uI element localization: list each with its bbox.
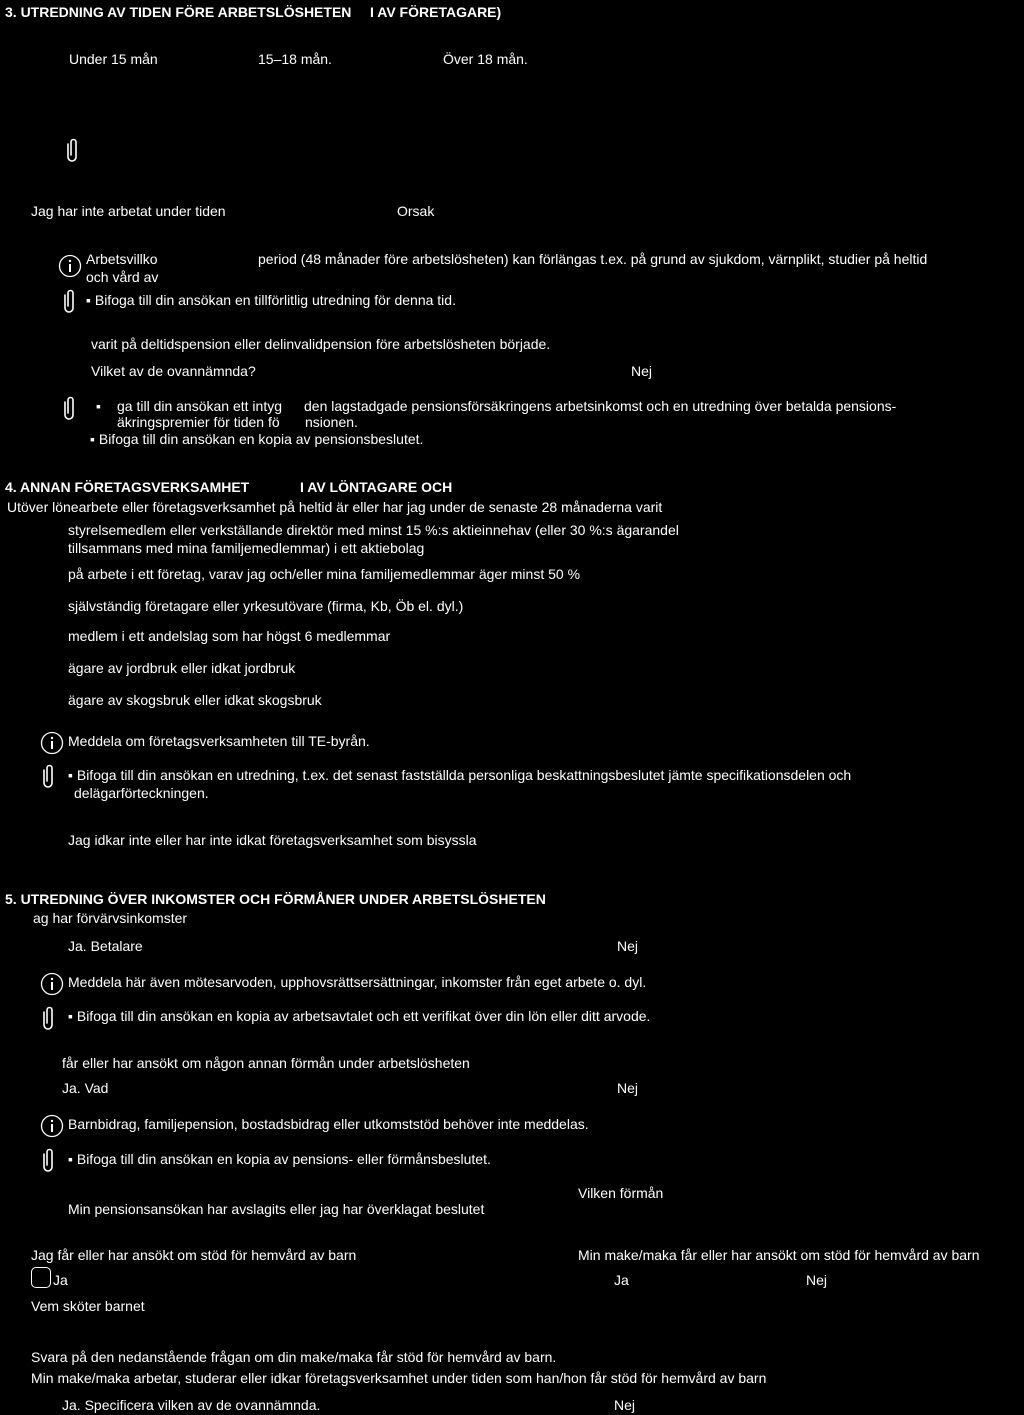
answer-instruction: Svara på den nedanstående frågan om din make/maka får stöd för hemvård av barn. bbox=[31, 1349, 557, 1365]
homecare-yes-label: Ja bbox=[53, 1272, 68, 1288]
option-board-member-b: tillsammans med mina familjemedlemmar) i ett aktiebolag bbox=[68, 540, 425, 556]
attach-certificate-a: ga till din ansökan ett intyg bbox=[117, 398, 282, 414]
bullet: ▪ bbox=[96, 398, 101, 414]
option-yes-payer[interactable]: Ja. Betalare bbox=[68, 938, 143, 954]
section3-heading-tail: I AV FÖRETAGARE) bbox=[370, 4, 502, 20]
spouse-work-question: Min make/maka arbetar, studerar eller idkar företagsverksamhet under tiden som han/hon får stöd för hemvård av barn bbox=[31, 1370, 767, 1386]
option-over-18[interactable]: Över 18 mån. bbox=[443, 51, 528, 67]
info-text-a: Arbetsvillko bbox=[86, 251, 158, 267]
option-no-spouse-work[interactable]: Nej bbox=[614, 1397, 636, 1413]
option-yes-what[interactable]: Ja. Vad bbox=[62, 1080, 109, 1096]
section4-attach-a: ▪ Bifoga till din ansökan en utredning, t.ex. det senast fastställda personliga beskattningsbeslutet jämte specifikationsdelen och bbox=[68, 767, 852, 783]
which-above-label: Vilket av de ovannämnda? bbox=[91, 363, 256, 379]
homecare-question: Jag får eller har ansökt om stöd för hemvård av barn bbox=[31, 1247, 357, 1263]
info-text-b: period (48 månader före arbetslösheten) kan förlängas t.ex. på grund av sjukdom, värnplikt, studier på heltid bbox=[258, 251, 928, 267]
paperclip-icon bbox=[62, 396, 76, 420]
option-yes-specify[interactable]: Ja. Specificera vilken av de ovannämnda. bbox=[62, 1397, 321, 1413]
section5-info-2: Barnbidrag, familjepension, bostadsbidrag eller utkomststöd behöver inte meddelas. bbox=[68, 1116, 589, 1132]
spouse-homecare-no[interactable]: Nej bbox=[806, 1272, 828, 1288]
attach-certificate-d: nsionen. bbox=[305, 414, 358, 430]
option-no-business[interactable]: Jag idkar inte eller har inte idkat företagsverksamhet som bisyssla bbox=[68, 832, 477, 848]
which-benefit-label: Vilken förmån bbox=[578, 1185, 664, 1201]
pension-line: varit på deltidspension eller delinvalidpension före arbetslösheten började. bbox=[91, 336, 551, 352]
section5-attach-1: ▪ Bifoga till din ansökan en kopia av arbetsavtalet och ett verifikat över din lön eller ditt arvode. bbox=[68, 1008, 651, 1024]
attach-reliable-report: ▪ Bifoga till din ansökan en tillförlitlig utredning för denna tid. bbox=[86, 292, 456, 308]
paperclip-icon bbox=[41, 764, 55, 788]
section3-heading: 3. UTREDNING AV TIDEN FÖRE ARBETSLÖSHETEN bbox=[5, 4, 352, 20]
no-option[interactable]: Nej bbox=[631, 363, 653, 379]
section4-intro: Utöver lönearbete eller företagsverksamhet på heltid är eller har jag under de senaste 28 månaderna varit bbox=[7, 499, 663, 515]
paperclip-icon bbox=[65, 138, 79, 162]
info-icon bbox=[40, 1114, 64, 1138]
section5-attach-2: ▪ Bifoga till din ansökan en kopia av pensions- eller förmånsbeslutet. bbox=[68, 1151, 491, 1167]
paperclip-icon bbox=[62, 289, 76, 313]
option-forestry[interactable]: ägare av skogsbruk eller idkat skogsbruk bbox=[68, 692, 322, 708]
option-self-employed[interactable]: självständig företagare eller yrkesutövare (firma, Kb, Öb el. dyl.) bbox=[68, 598, 464, 614]
attach-pension-decision: ▪ Bifoga till din ansökan en kopia av pensionsbeslutet. bbox=[90, 431, 424, 447]
option-agriculture[interactable]: ägare av jordbruk eller idkat jordbruk bbox=[68, 660, 296, 676]
option-under-15[interactable]: Under 15 mån bbox=[69, 51, 158, 67]
option-no-income[interactable]: Nej bbox=[617, 938, 639, 954]
paperclip-icon bbox=[41, 1006, 55, 1030]
income-question: ag har förvärvsinkomster bbox=[33, 910, 188, 926]
info-icon bbox=[40, 731, 64, 755]
option-family-company[interactable]: på arbete i ett företag, varav jag och/eller mina familjemedlemmar äger minst 50 % bbox=[68, 566, 581, 582]
section5-info-1: Meddela här även mötesarvoden, upphovsrättsersättningar, inkomster från eget arbete o. dyl. bbox=[68, 974, 647, 990]
option-board-member-a[interactable]: styrelsemedlem eller verkställande direktör med minst 15 %:s aktieinnehav (eller 30 %:s ägarandel bbox=[68, 522, 679, 538]
homecare-yes-checkbox[interactable] bbox=[31, 1267, 51, 1288]
section4-heading: 4. ANNAN FÖRETAGSVERKSAMHET bbox=[5, 479, 250, 495]
spouse-homecare-question: Min make/maka får eller har ansökt om stöd för hemvård av barn bbox=[578, 1247, 980, 1263]
attach-certificate-b: den lagstadgade pensionsförsäkringens arbetsinkomst och en utredning över betalda pensions- bbox=[304, 398, 897, 414]
reason-label: Orsak bbox=[397, 203, 435, 219]
section4-info: Meddela om företagsverksamheten till TE-byrån. bbox=[68, 733, 370, 749]
option-no-benefit[interactable]: Nej bbox=[617, 1080, 639, 1096]
section4-attach-b: delägarförteckningen. bbox=[74, 785, 209, 801]
who-cares-label: Vem sköter barnet bbox=[31, 1298, 145, 1314]
section5-heading: 5. UTREDNING ÖVER INKOMSTER OCH FÖRMÅNER UNDER ARBETSLÖSHETEN bbox=[5, 891, 546, 907]
spouse-homecare-yes[interactable]: Ja bbox=[614, 1272, 629, 1288]
info-icon bbox=[40, 972, 64, 996]
not-worked-label: Jag har inte arbetat under tiden bbox=[31, 203, 226, 219]
benefit-question: får eller har ansökt om någon annan förmån under arbetslösheten bbox=[62, 1055, 470, 1071]
attach-certificate-c: äkringspremier för tiden fö bbox=[117, 414, 280, 430]
option-appealed[interactable]: Min pensionsansökan har avslagits eller jag har överklagat beslutet bbox=[68, 1201, 485, 1217]
option-15-18[interactable]: 15–18 mån. bbox=[258, 51, 332, 67]
option-cooperative[interactable]: medlem i ett andelslag som har högst 6 medlemmar bbox=[68, 628, 391, 644]
info-text-c: och vård av bbox=[86, 269, 159, 285]
paperclip-icon bbox=[41, 1148, 55, 1172]
section4-heading-tail: I AV LÖNTAGARE OCH bbox=[300, 479, 453, 495]
info-icon bbox=[58, 254, 82, 278]
